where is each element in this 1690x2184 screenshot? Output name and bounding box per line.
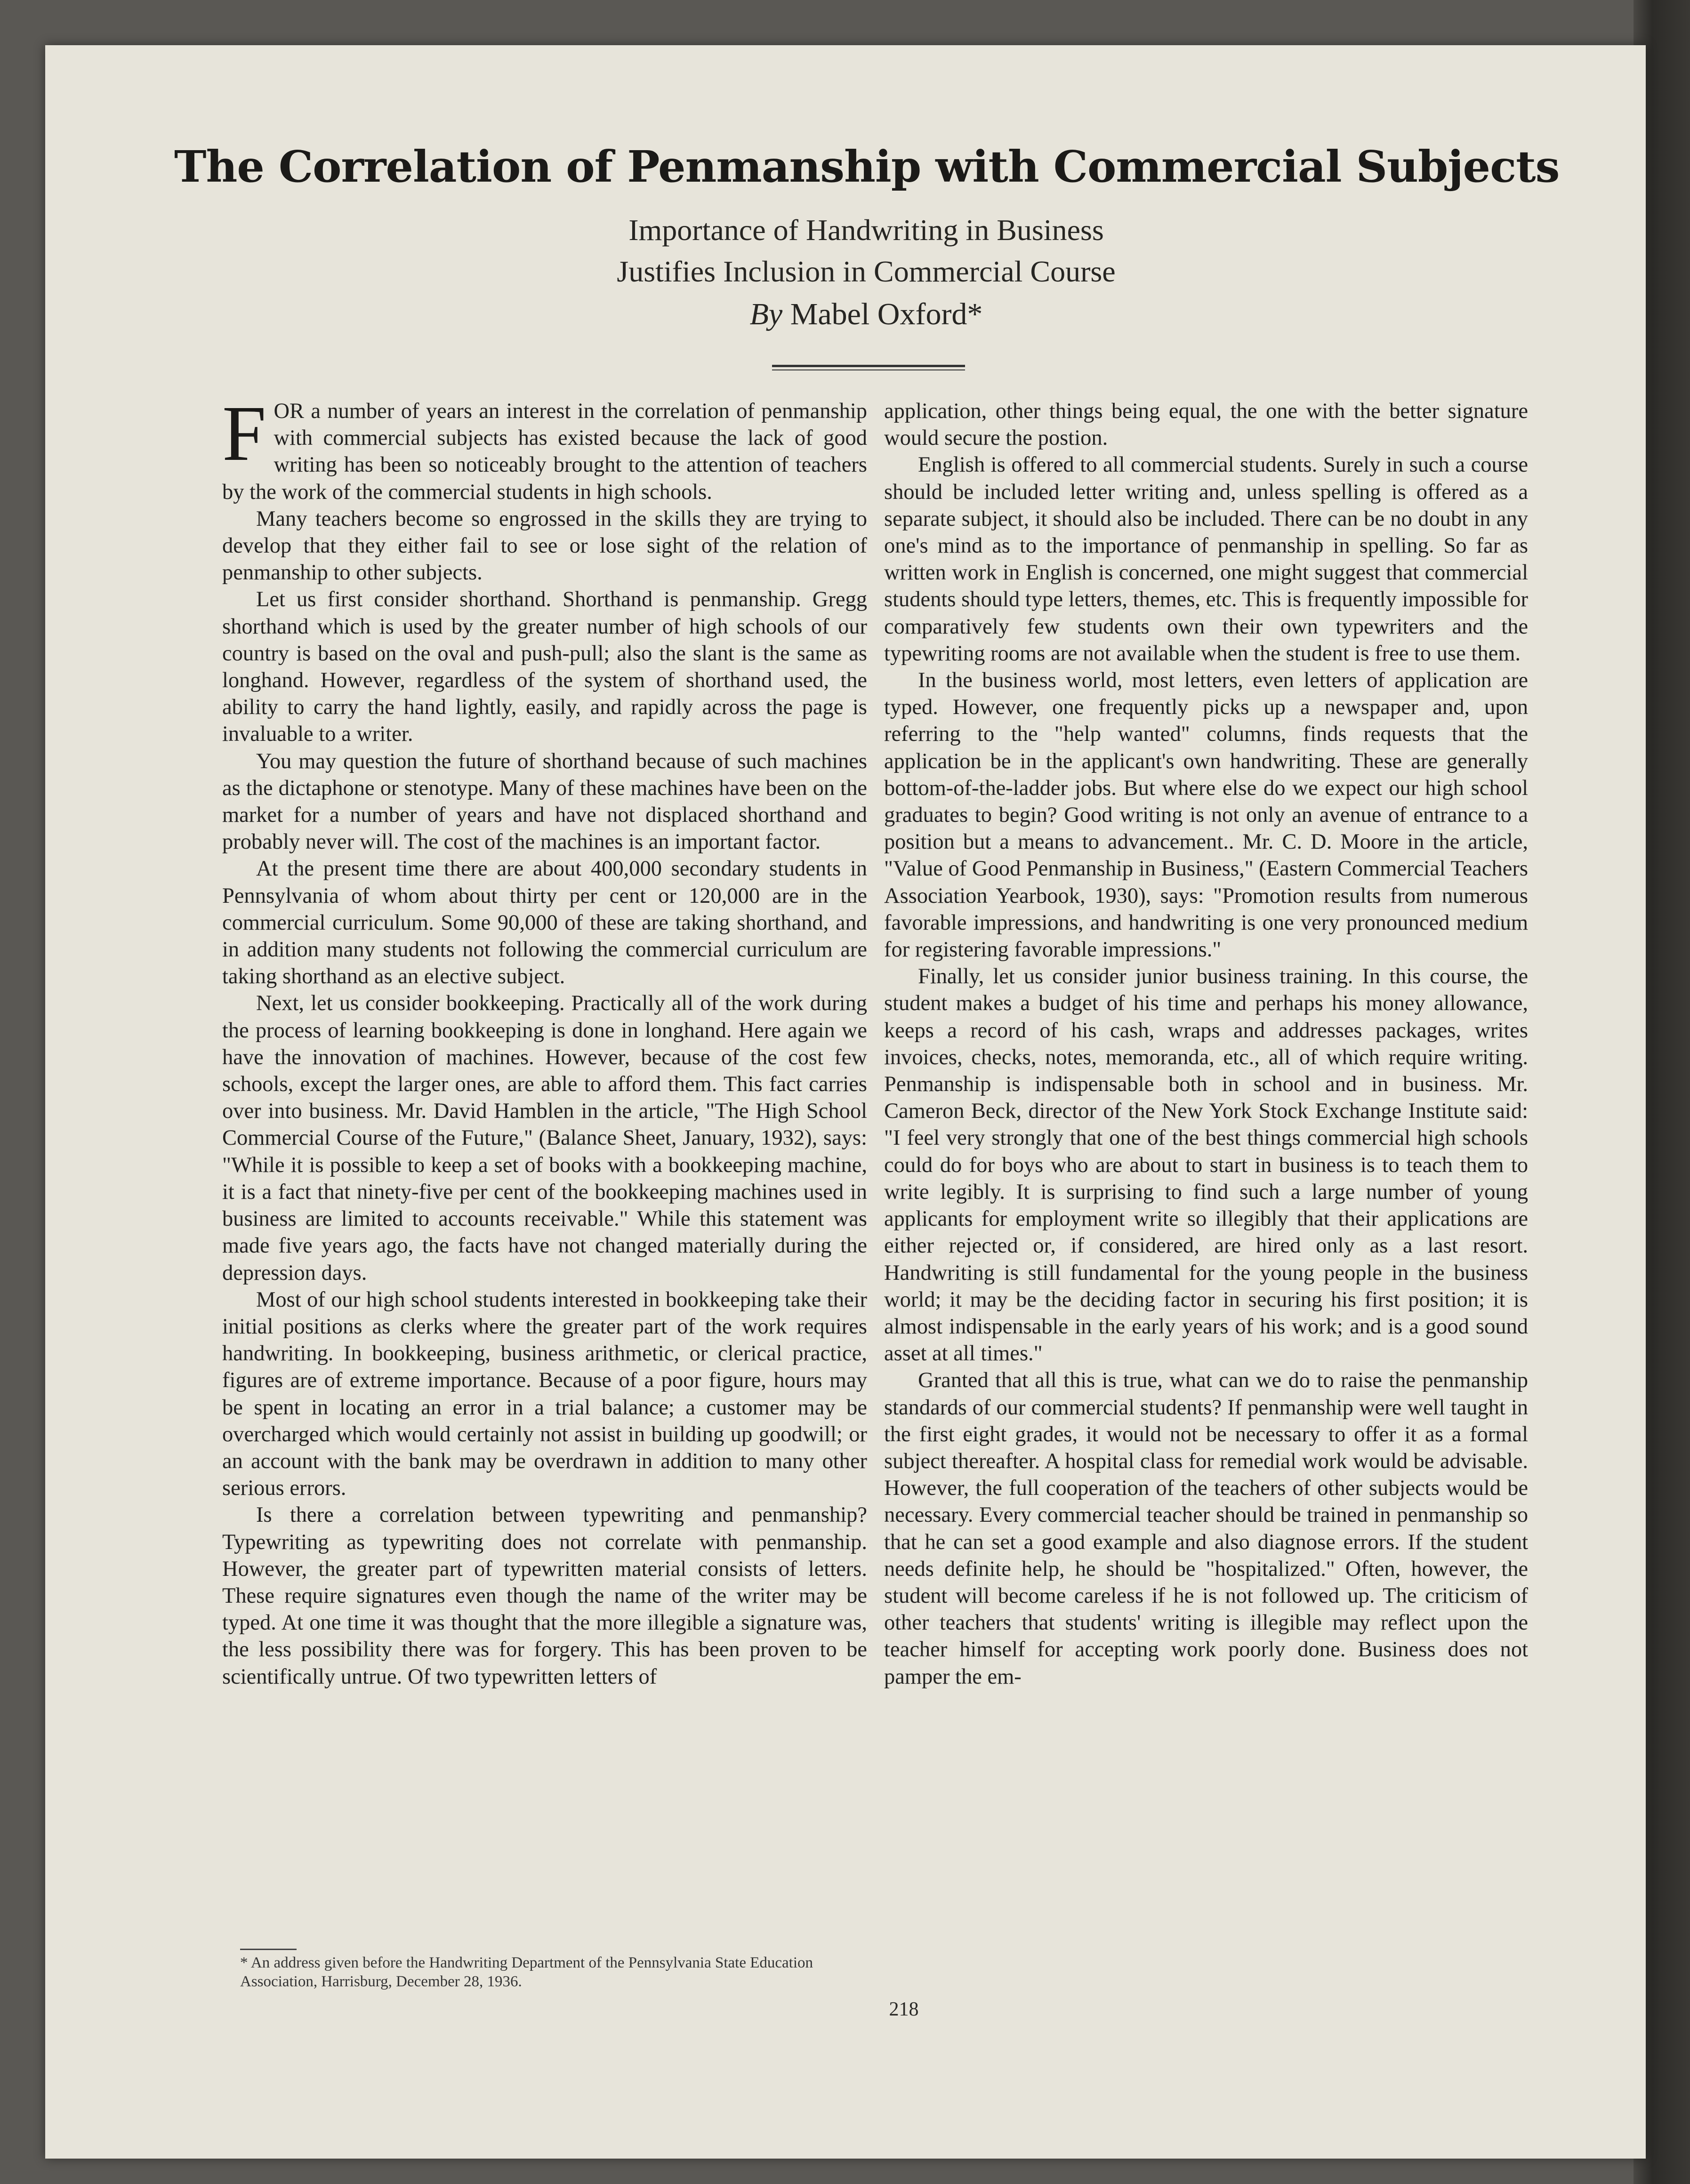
left-column <box>222 390 867 1690</box>
drop-cap: F <box>222 390 266 477</box>
paragraph: English is offered to all commercial students. Surely in such a course should be included letter writing and, unless spelling is offered as a separate subject, it should also be included. There can be no doubt in any one's mind as to the importance of penmanship in spelling. So far as written work in English is concerned, one might suggest that commercial students should type letters, themes, etc. This is frequently impossible for comparatively few students own their own typewriters and the typewriting rooms are not available when the student is free to use them. <box>884 453 1528 666</box>
paragraph: Finally, let us consider junior business training. In this course, the student makes a budget of his time and perhaps his money allowance, keeps a record of his cash, wraps and addresses packages, writes invoices, checks, notes, memoranda, etc., all of which require writing. Penmanship is indispensable both in school and in business. Mr. Cameron Beck, director of the New York Stock Exchange Institute said: "I feel very strongly that one of the best things commercial high schools could do for boys who are about to start in business is to teach them to write legibly. It is surprising to find such a large number of young applicants for employment write so illegibly that their applications are either rejected or, if considered, are hired only as a last resort. Handwriting is still fundamental for the young people in the business world; it may be the deciding factor in securing his first position; it is almost indispensable in the early years of his work; and is a good sound asset at all times." <box>884 964 1528 1366</box>
paragraph: In the business world, most letters, even letters of application are typed. However, one frequently picks up a newspaper and, upon referring to the "help wanted" columns, finds requests that the application be in the applicant's own handwriting. These are generally bottom-of-the-ladder jobs. But where else do we expect our high school graduates to begin? Good writing is not only an avenue of entrance to a position but a means to advancement.. Mr. C. D. Moore in the article, "Value of Good Penmanship in Business," (Eastern Commercial Teachers Association Yearbook, 1930), says: "Promotion results from numerous favorable impressions, and handwriting is one very pronounced medium for registering favorable impressions." <box>884 668 1528 962</box>
paragraph: application, other things being equal, the one with the better signature would secure the postion. <box>884 399 1528 450</box>
subtitle-line-1: Importance of Handwriting in Business <box>628 213 1104 247</box>
article-title: The Correlation of Penmanship with Commercial Subjects <box>174 141 1560 192</box>
byline-prefix: By <box>749 297 783 331</box>
footnote: * An address given before the Handwriting Department of the Pennsylvania State Education Association, Harrisburg, December 28, 1936. <box>240 1954 813 1990</box>
paragraph <box>222 390 867 506</box>
paragraph: Most of our high school students interested in bookkeeping take their initial positions as clerks where the greater part of the work requires handwriting. In bookkeeping, business arithmetic, or clerical practice, figures are of extreme importance. Because of a poor figure, hours may be spent in locating an error in a trial balance; a customer may be overcharged which would certainly not assist in building up goodwill; or an account with the bank may be overdrawn in addition to many other serious errors. <box>222 1287 867 1501</box>
paragraph: Granted that all this is true, what can we do to raise the penmanship standards of our commercial students? If penmanship were well taught in the first eight grades, it would not be necessary to offer it as a formal subject thereafter. A hospital class for remedial work would be advisable. However, the full cooperation of the teachers of other subjects would be necessary. Every commercial teacher should be trained in penmanship so that he can set a good example and also diagnose errors. If the student needs definite help, he should be "hospitalized." Often, however, the student will become careless if he is not followed up. The criticism of other teachers that students' writing is illegible may reflect upon the teacher himself for accepting work poorly done. Business does not pamper the em- <box>884 1368 1528 1689</box>
paragraph: Let us first consider shorthand. Shorthand is penmanship. Gregg shorthand which is used by the greater number of high schools of our country is based on the oval and push-pull; also the slant is the same as longhand. However, regardless of the system of shorthand used, the ability to carry the hand lightly, easily, and rapidly across the page is invaluable to a writer. <box>222 587 867 747</box>
title-divider <box>772 365 965 370</box>
page-number: 218 <box>889 1999 919 2020</box>
footnote-divider <box>240 1949 297 1950</box>
paragraph: Next, let us consider bookkeeping. Practically all of the work during the process of learning bookkeeping is done in longhand. Here again we have the innovation of machines. However, because of the cost few schools, except the larger ones, are able to afford them. This fact carries over into business. Mr. David Hamblen in the article, "The High School Commercial Course of the Future," (Balance Sheet, January, 1932), says: "While it is possible to keep a set of books with a bookkeeping machine, it is a fact that ninety-five per cent of the bookkeeping machines used in business are limited to accounts receivable." While this statement was made five years ago, the facts have not changed materially during the depression days. <box>222 991 867 1285</box>
paragraph: You may question the future of shorthand because of such machines as the dictaphone or stenotype. Many of these machines have been on the market for a number of years and have not displaced shorthand and probably never will. The cost of the machines is an important factor. <box>222 749 867 854</box>
paragraph-text: OR a number of years an interest in the correlation of penmanship with commercial subjects has existed because the lack of good writing has been so noticeably brought to the attention of teachers by the work of the commercial students in high schools. <box>222 399 867 504</box>
paragraph: Is there a correlation between typewriting and penmanship? Typewriting as typewriting does not correlate with penmanship. However, the greater part of typewritten material consists of letters. These require signatures even though the name of the writer may be typed. At one time it was thought that the more illegible a signature was, the less possibility there was for forgery. This has been proven to be scientifically untrue. Of two typewritten letters of <box>222 1503 867 1689</box>
byline-author: Mabel Oxford* <box>790 297 983 331</box>
paragraph: Many teachers become so engrossed in the skills they are trying to develop that they either fail to see or lose sight of the relation of penmanship to other subjects. <box>222 506 867 585</box>
byline <box>471 297 1262 332</box>
paragraph: At the present time there are about 400,000 secondary students in Pennsylvania of whom about thirty per cent or 120,000 are in the commercial curriculum. Some 90,000 of these are taking shorthand, and in addition many students not following the commercial curriculum are taking shorthand as an elective subject. <box>222 857 867 989</box>
subtitle-line-2: Justifies Inclusion in Commercial Course <box>617 255 1116 288</box>
article-subtitle <box>471 209 1262 292</box>
right-column <box>884 398 1528 1690</box>
